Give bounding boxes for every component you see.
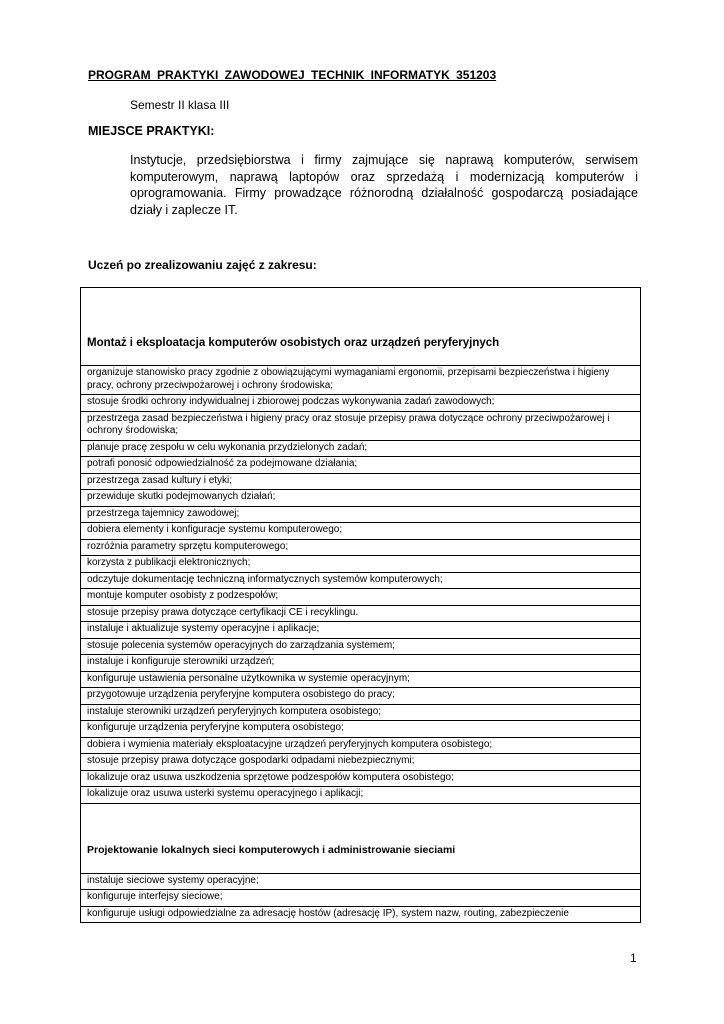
table-row — [81, 490, 641, 507]
table-row — [81, 622, 641, 639]
outcome-item: lokalizuje oraz usuwa uszkodzenia sprzętowe podzespołów komputera osobistego; — [81, 770, 641, 787]
outcomes-table-body — [81, 288, 641, 923]
table-row — [81, 721, 641, 738]
semester-label: Semestr II klasa III — [130, 98, 230, 112]
outcome-item: instaluje i konfiguruje sterowniki urządzeń; — [81, 655, 641, 672]
table-row — [81, 395, 641, 412]
outcome-item: konfiguruje interfejsy sieciowe; — [81, 890, 641, 907]
table-row — [81, 754, 641, 771]
section-heading: Projektowanie lokalnych sieci komputerowych i administrowanie sieciami — [81, 803, 641, 873]
table-row — [81, 440, 641, 457]
table-row — [81, 890, 641, 907]
page-number: 1 — [630, 951, 637, 965]
outcome-item: stosuje środki ochrony indywidualnej i zbiorowej podczas wykonywania zadań zawodowych; — [81, 395, 641, 412]
outcome-item: rozróżnia parametry sprzętu komputerowego; — [81, 539, 641, 556]
outcome-item: stosuje polecenia systemów operacyjnych do zarządzania systemem; — [81, 638, 641, 655]
table-row — [81, 770, 641, 787]
outcome-item: konfiguruje ustawienia personalne użytkownika w systemie operacyjnym; — [81, 671, 641, 688]
table-row — [81, 737, 641, 754]
section-heading-row — [81, 288, 641, 366]
outcome-item: potrafi ponosić odpowiedzialność za podejmowane działania; — [81, 457, 641, 474]
outcome-item: planuje pracę zespołu w celu wykonania przydzielonych zadań; — [81, 440, 641, 457]
table-row — [81, 556, 641, 573]
table-row — [81, 539, 641, 556]
outcome-item: stosuje przepisy prawa dotyczące gospodarki odpadami niebezpiecznymi; — [81, 754, 641, 771]
outcome-item: przewiduje skutki podejmowanych działań; — [81, 490, 641, 507]
outcome-item: konfiguruje usługi odpowiedzialne za adresację hostów (adresację IP), system nazw, routing, zabezpieczenie — [81, 906, 641, 923]
table-row — [81, 704, 641, 721]
outcome-item: dobiera i wymienia materiały eksploatacyjne urządzeń peryferyjnych komputera osobistego; — [81, 737, 641, 754]
table-row — [81, 473, 641, 490]
table-row — [81, 655, 641, 672]
table-row — [81, 589, 641, 606]
table-row — [81, 411, 641, 440]
outcomes-table — [80, 287, 641, 923]
outcome-item: organizuje stanowisko pracy zgodnie z obowiązującymi wymaganiami ergonomii, przepisami bezpieczeństwa i higieny pracy, ochrony przeciwpożarowej i ochrony środowiska; — [81, 366, 641, 395]
outcome-item: konfiguruje urządzenia peryferyjne komputera osobistego; — [81, 721, 641, 738]
section-heading-row — [81, 803, 641, 873]
table-row — [81, 366, 641, 395]
table-row — [81, 605, 641, 622]
outcome-item: instaluje i aktualizuje systemy operacyjne i aplikacje; — [81, 622, 641, 639]
outcome-item: odczytuje dokumentację techniczną informatycznych systemów komputerowych; — [81, 572, 641, 589]
outcome-item: przestrzega zasad kultury i etyki; — [81, 473, 641, 490]
outcome-item: przestrzega zasad bezpieczeństwa i higieny pracy oraz stosuje przepisy prawa dotyczące ochrony przeciwpożarowej i ochrony środowiska; — [81, 411, 641, 440]
outcome-item: przygotowuje urządzenia peryferyjne komputera osobistego do pracy; — [81, 688, 641, 705]
table-row — [81, 457, 641, 474]
table-row — [81, 873, 641, 890]
section-heading: Montaż i eksploatacja komputerów osobistych oraz urządzeń peryferyjnych — [81, 288, 641, 366]
outcome-item: instaluje sterowniki urządzeń peryferyjnych komputera osobistego; — [81, 704, 641, 721]
place-heading: MIEJSCE PRAKTYKI: — [88, 124, 215, 138]
table-row — [81, 671, 641, 688]
table-row — [81, 787, 641, 804]
outcome-item: korzysta z publikacji elektronicznych; — [81, 556, 641, 573]
outcome-item: instaluje sieciowe systemy operacyjne; — [81, 873, 641, 890]
table-row — [81, 572, 641, 589]
outcome-item: lokalizuje oraz usuwa usterki systemu operacyjnego i aplikacji; — [81, 787, 641, 804]
table-row — [81, 906, 641, 923]
place-description: Instytucje, przedsiębiorstwa i firmy zajmujące się naprawą komputerów, serwisem komputerowym, naprawą laptopów oraz sprzedażą i modernizacją komputerów i oprogramowania. Firmy prowadzące różnorodną działalność gospodarczą posiadające działy i zaplecze IT. — [130, 153, 638, 217]
outcome-item: montuje komputer osobisty z podzespołów; — [81, 589, 641, 606]
table-row — [81, 638, 641, 655]
table-row — [81, 688, 641, 705]
outcome-item: stosuje przepisy prawa dotyczące certyfikacji CE i recyklingu. — [81, 605, 641, 622]
outcome-heading: Uczeń po zrealizowaniu zajęć z zakresu: — [88, 258, 317, 272]
document-title: PROGRAM PRAKTYKI ZAWODOWEJ TECHNIK INFORMATYK 351203 — [88, 68, 497, 82]
outcome-item: dobiera elementy i konfiguracje systemu komputerowego; — [81, 523, 641, 540]
table-row — [81, 523, 641, 540]
outcome-item: przestrzega tajemnicy zawodowej; — [81, 506, 641, 523]
table-row — [81, 506, 641, 523]
